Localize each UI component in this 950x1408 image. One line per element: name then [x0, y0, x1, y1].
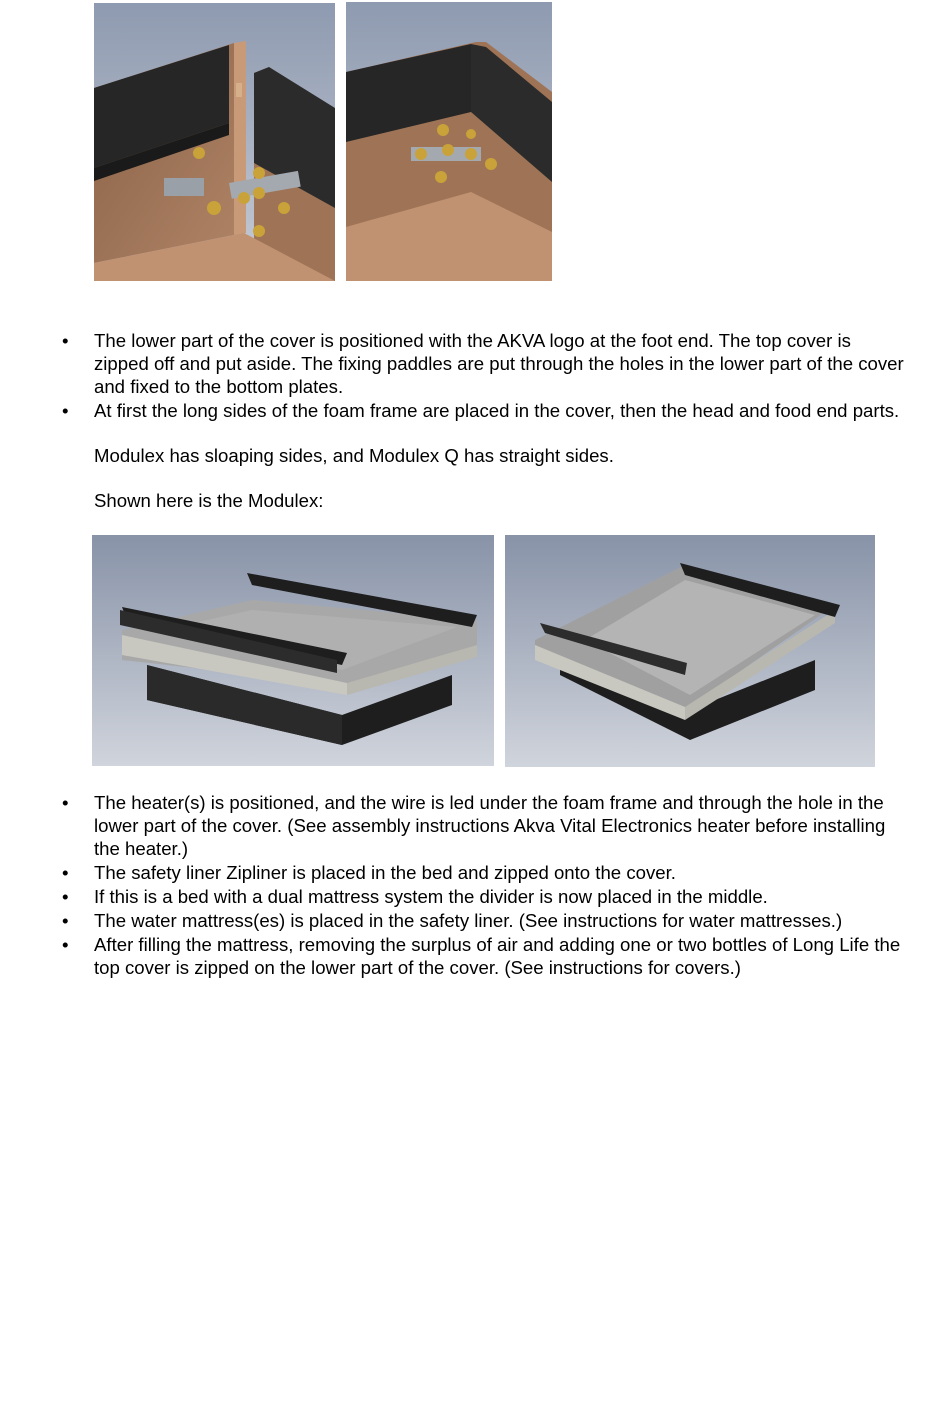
- shown-here-label: Shown here is the Modulex:: [94, 490, 324, 511]
- step-text: The water mattress(es) is placed in the safety liner. (See instructions for water mattresses.): [94, 910, 843, 931]
- corner-fitting-open-image: [94, 3, 335, 281]
- bullet-icon: •: [62, 862, 69, 883]
- assembly-steps-list-1: [0, 329, 950, 422]
- bullet-icon: •: [62, 886, 69, 907]
- bullet-icon: •: [62, 792, 69, 813]
- step-text: After filling the mattress, removing the surplus of air and adding one or two bottles of Long Life the top cover is zipped on the lower part of the cover. (See instructions for covers.): [94, 934, 901, 978]
- list-item: [0, 933, 950, 979]
- bullet-icon: •: [62, 910, 69, 931]
- list-item: [0, 861, 950, 884]
- list-item: [0, 909, 950, 932]
- step-text: The lower part of the cover is positioned with the AKVA logo at the foot end. The top cover is zipped off and put aside. The fixing paddles are put through the holes in the lower part of the cover and fixed to the bottom plates.: [94, 330, 904, 397]
- list-item: [0, 885, 950, 908]
- corner-fitting-closed-image: [346, 2, 552, 281]
- list-item: [0, 791, 950, 860]
- bullet-icon: •: [62, 400, 69, 421]
- modulex-frame-angled-image: [505, 535, 875, 767]
- list-item: [0, 329, 950, 398]
- bullet-icon: •: [62, 330, 69, 351]
- step-text: At first the long sides of the foam frame are placed in the cover, then the head and food end parts.: [94, 400, 900, 421]
- step-text: The safety liner Zipliner is placed in the bed and zipped onto the cover.: [94, 862, 676, 883]
- bullet-icon: •: [62, 934, 69, 955]
- list-item: [0, 399, 950, 422]
- modulex-frame-front-image: [92, 535, 494, 766]
- modulex-sides-note: Modulex has sloaping sides, and Modulex Q has straight sides.: [94, 445, 614, 466]
- step-text: The heater(s) is positioned, and the wire is led under the foam frame and through the hole in the lower part of the cover. (See assembly instructions Akva Vital Electronics heater before installing the heater.): [94, 792, 886, 859]
- step-text: If this is a bed with a dual mattress system the divider is now placed in the middle.: [94, 886, 768, 907]
- assembly-steps-list-2: [0, 791, 950, 979]
